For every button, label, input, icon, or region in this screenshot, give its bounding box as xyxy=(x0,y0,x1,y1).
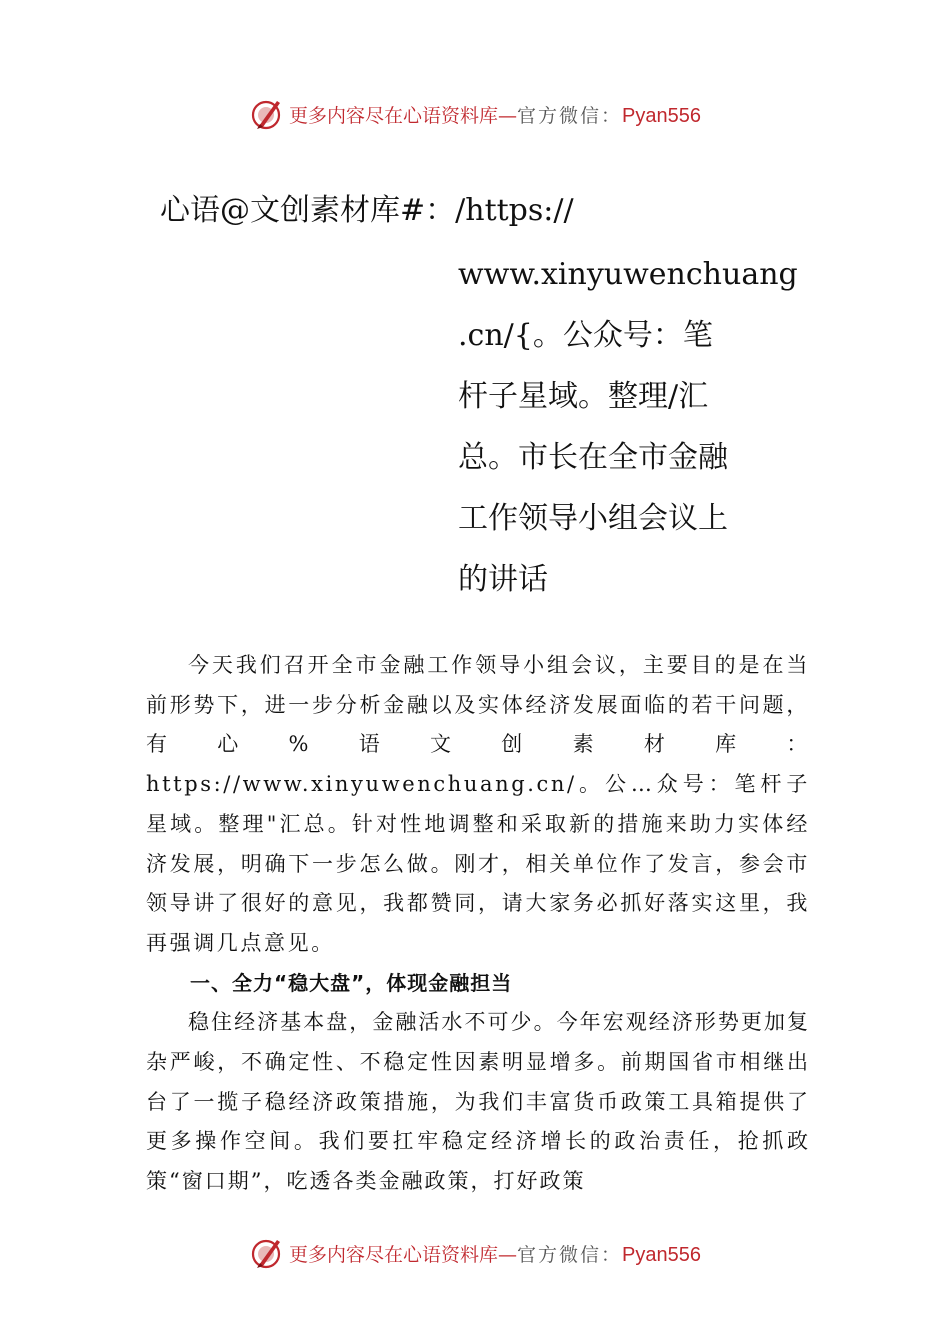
watermark-text xyxy=(289,1240,701,1267)
section-heading-1: 一、全力“稳大盘”，体现金融担当 xyxy=(190,970,513,995)
watermark-label: 官方微信： xyxy=(517,104,623,127)
section-1-paragraph: 稳住经济基本盘，金融活水不可少。今年宏观经济形势更加复杂严峻，不确定性、不稳定性因素明显增多。前期国省市相继出台了一揽子稳经济政策措施，为我们丰富货币政策工具箱提供了更多操作空间。我们要扛牢稳定经济增长的政治责任，抢抓政策“窗口期”，吃透各类金融政策，打好政策 xyxy=(146,1010,810,1194)
intro-paragraph: 今天我们召开全市金融工作领导小组会议，主要目的是在当前形势下，进一步分析金融以及实体经济发展面临的若干问题，有心%语文创素材库：https://www.xinyuwenchuang.cn/。公…众号：笔杆子星域。整理"汇总。针对性地调整和采取新的措施来助力实体经济发展，明确下一步怎么做。刚才，相关单位作了发言，参会市领导讲了很好的意见，我都赞同，请大家务必抓好落实这里，我再强调几点意见。 xyxy=(146,653,810,955)
document-body xyxy=(146,646,810,1202)
title-line-4: 杆子星域。整理/汇 xyxy=(458,379,709,414)
watermark-dash: — xyxy=(498,104,518,127)
watermark-text xyxy=(289,101,701,128)
title-line-7: 的讲话 xyxy=(458,562,548,597)
title-line-6: 工作领导小组会议上 xyxy=(458,501,728,536)
title-block xyxy=(458,244,798,610)
title-line-3: .cn/{。公众号：笔 xyxy=(458,318,713,353)
brush-logo-icon xyxy=(249,96,285,132)
watermark-main-text: 更多内容尽在心语资料库 xyxy=(289,1243,499,1266)
title-line-1: 心语@文创素材库#：/https:// xyxy=(160,193,574,228)
watermark-main-text: 更多内容尽在心语资料库 xyxy=(289,104,499,127)
watermark-banner-bottom xyxy=(0,1233,950,1273)
brush-logo-icon xyxy=(249,1235,285,1271)
title-line-5: 总。市长在全市金融 xyxy=(458,440,728,475)
title-line-2: www.xinyuwenchuang xyxy=(458,257,798,292)
watermark-banner-top xyxy=(0,94,950,134)
watermark-wechat-id: Pyan556 xyxy=(622,104,701,127)
watermark-label: 官方微信： xyxy=(517,1243,623,1266)
watermark-dash: — xyxy=(498,1243,518,1266)
watermark-wechat-id: Pyan556 xyxy=(622,1243,701,1266)
